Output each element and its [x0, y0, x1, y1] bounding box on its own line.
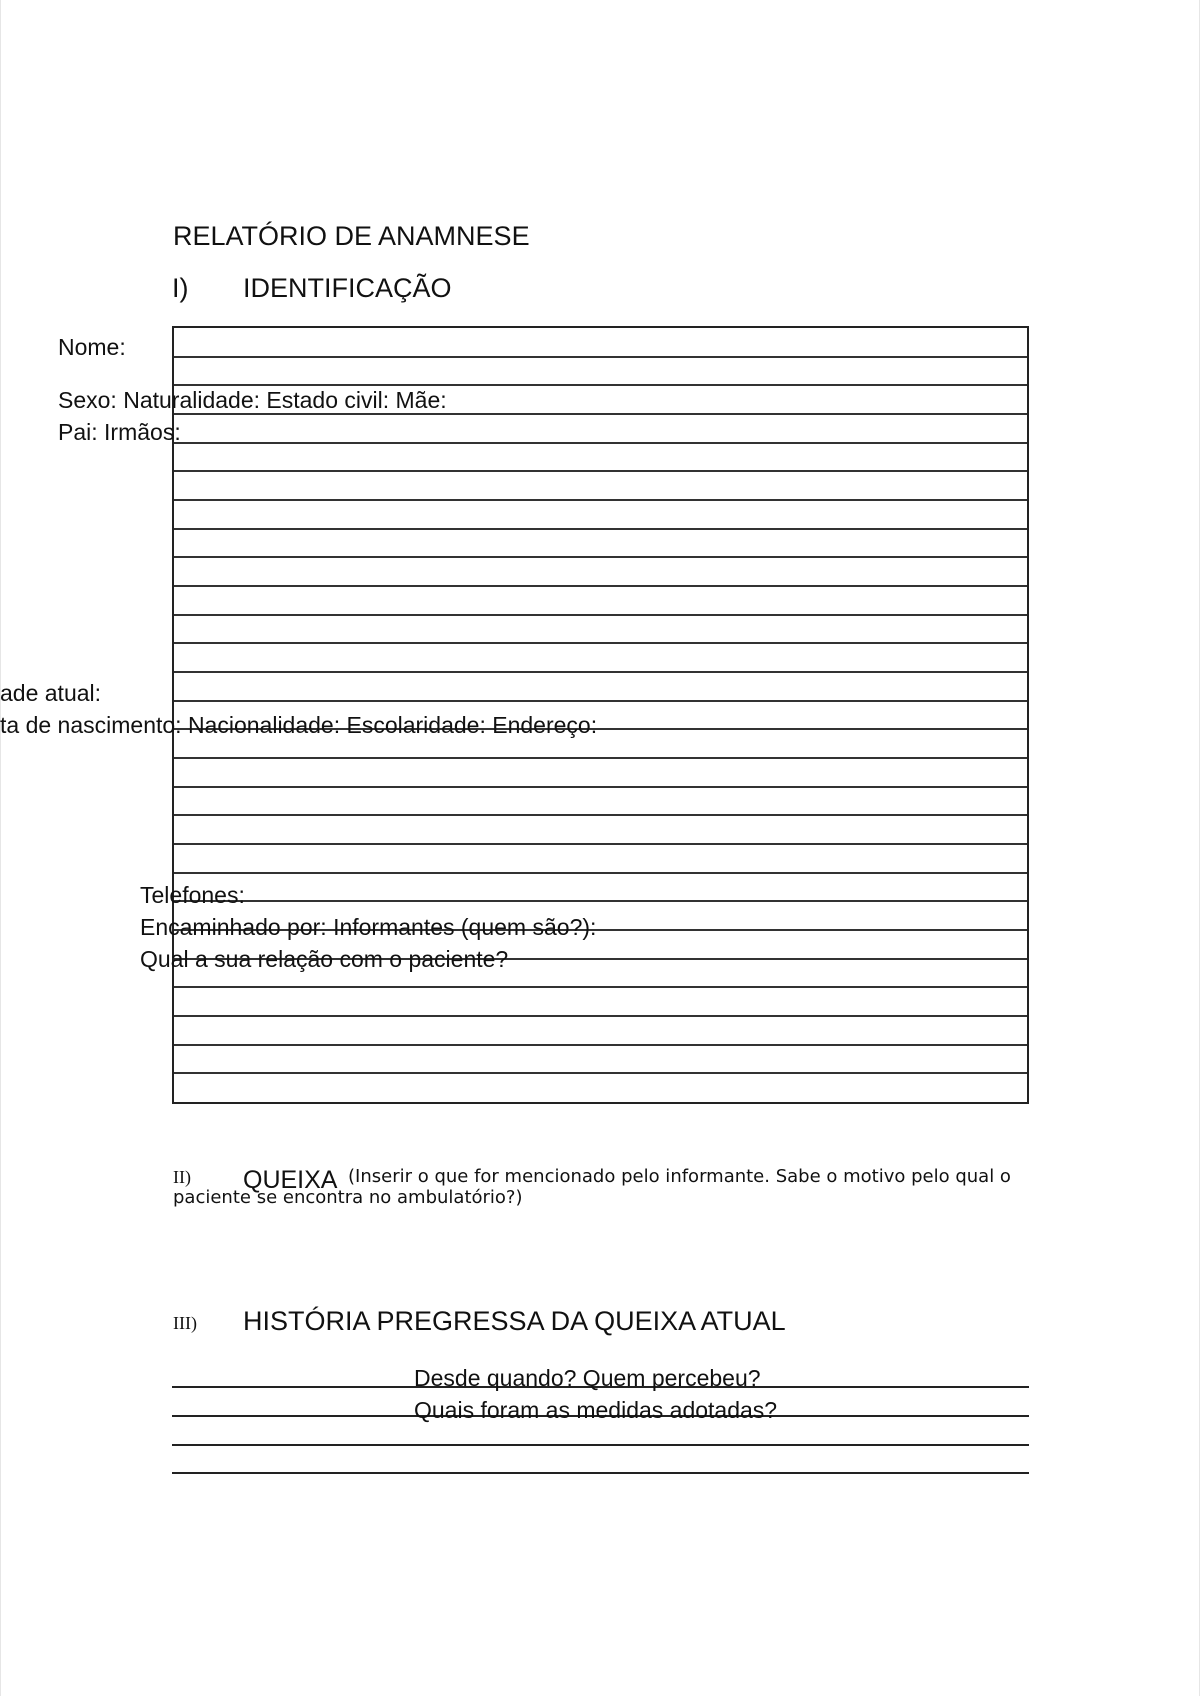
section3-heading: HISTÓRIA PREGRESSA DA QUEIXA ATUAL — [243, 1306, 786, 1336]
field-encaminhado-line: Encaminhado por: Informantes (quem são?): — [140, 914, 597, 940]
grid-rule-line — [174, 642, 1027, 644]
grid-rule-line — [174, 872, 1027, 874]
grid-rule-line — [174, 528, 1027, 530]
field-nascimento-line: ta de nascimento: Nacionalidade: Escolaridade: Endereço: — [0, 712, 598, 738]
grid-rule-line — [174, 900, 1027, 902]
grid-rule-line — [174, 470, 1027, 472]
grid-rule-line — [174, 814, 1027, 816]
section1-number: I) — [172, 273, 189, 303]
answer-rule-3 — [172, 1444, 1029, 1446]
grid-rule-line — [174, 1072, 1027, 1074]
page-edge-left — [0, 0, 1, 1696]
grid-rule-line — [174, 786, 1027, 788]
grid-rule-line — [174, 499, 1027, 501]
section3-question2: Quais foram as medidas adotadas? — [414, 1397, 778, 1423]
grid-rule-line — [174, 1044, 1027, 1046]
section2-number: II) — [173, 1167, 191, 1187]
field-idade-line: ade atual: — [0, 680, 102, 706]
section3-number: III) — [173, 1313, 197, 1333]
grid-rule-line — [174, 413, 1027, 415]
grid-rule-line — [174, 356, 1027, 358]
field-nome-label: Nome: — [58, 334, 126, 360]
section2-note-line2: paciente se encontra no ambulatório?) — [173, 1187, 523, 1208]
field-pai-line: Pai: Irmãos: — [58, 419, 181, 445]
grid-rule-line — [174, 614, 1027, 616]
grid-rule-line — [174, 384, 1027, 386]
field-sexo-line: Sexo: Naturalidade: Estado civil: Mãe: — [58, 387, 447, 413]
grid-rule-line — [174, 986, 1027, 988]
section3-question1: Desde quando? Quem percebeu? — [414, 1365, 761, 1391]
grid-rule-line — [174, 700, 1027, 702]
document-title: RELATÓRIO DE ANAMNESE — [173, 221, 530, 251]
section2-note-line1: (Inserir o que for mencionado pelo informante. Sabe o motivo pelo qual o — [348, 1166, 1011, 1187]
grid-rule-line — [174, 1015, 1027, 1017]
grid-rule-line — [174, 442, 1027, 444]
section1-heading: IDENTIFICAÇÃO — [243, 273, 452, 303]
grid-rule-line — [174, 757, 1027, 759]
grid-rule-line — [174, 585, 1027, 587]
grid-rule-line — [174, 671, 1027, 673]
section2-heading: QUEIXA — [243, 1166, 338, 1194]
answer-rule-4 — [172, 1472, 1029, 1474]
grid-rule-line — [174, 556, 1027, 558]
field-relacao-line: Qual a sua relação com o paciente? — [140, 946, 509, 972]
field-telefones-label: Telefones: — [140, 882, 245, 908]
grid-rule-line — [174, 843, 1027, 845]
